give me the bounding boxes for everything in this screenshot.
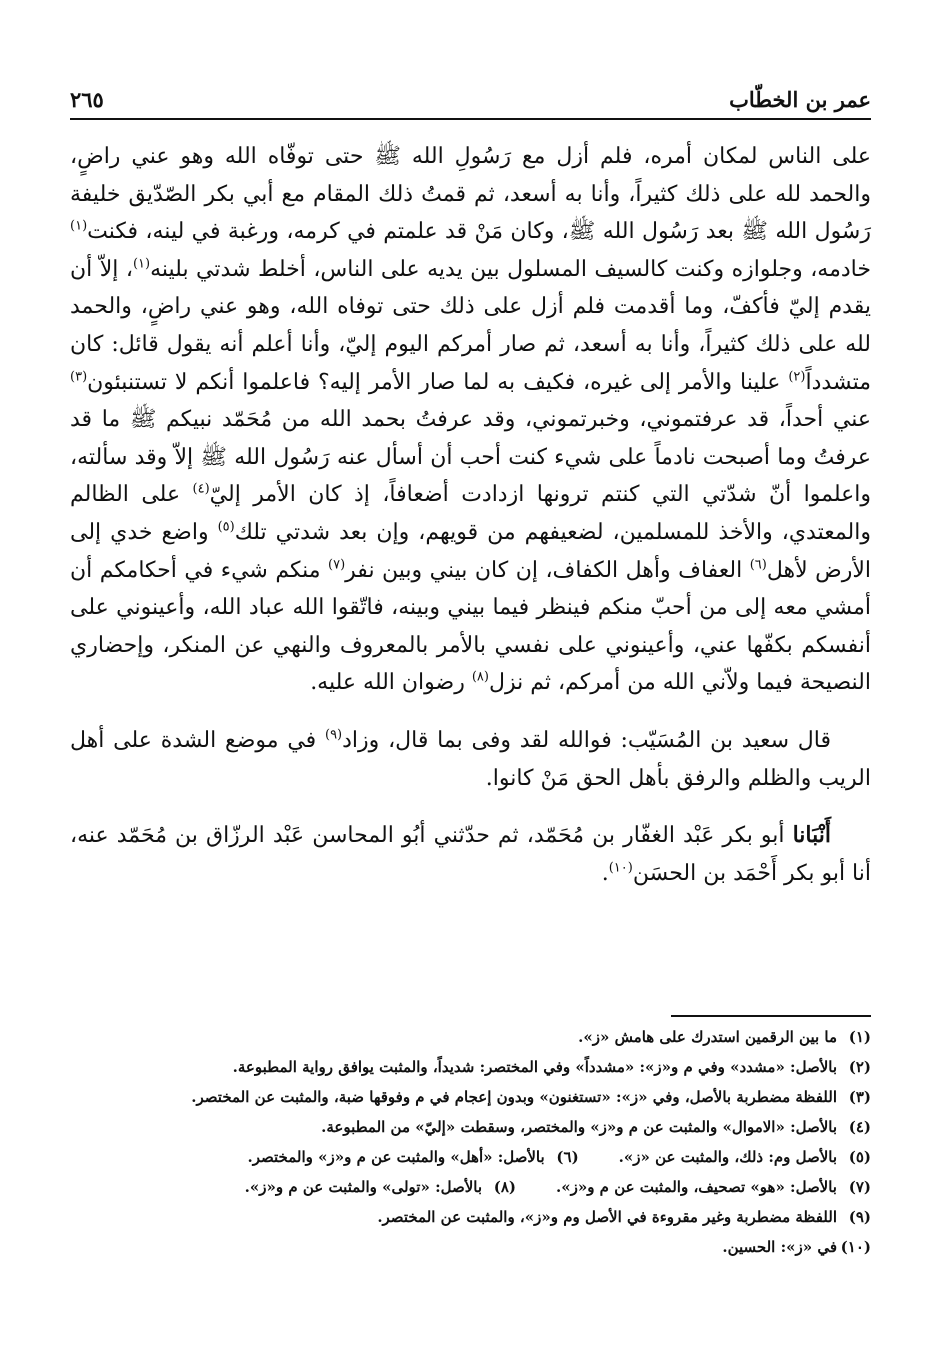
footnote-line (70, 1082, 871, 1112)
text-run: منكم شيء في أحكامكم أن أمشي معه إلى من أحبّ منكم فينظر فيما بيني وبينه، فاتّقوا الله عباد الله، وأعينوني على أنفسكم بكفّها عني، وأعينوني على نفسي بالأمر بالمعروف والنهي عن المنكر، وإحضاري النصيحة فيما ولاّني الله من أمركم، ثم نزل (70, 557, 871, 696)
footnote-ref: (٨) (471, 669, 489, 685)
spacer (516, 1172, 556, 1202)
footnote-text: بالأصل: «مشدد» وفي م و«ز»: «مشدداً» وفي المختصر: شديداً، والمثبت يوافق رواية المطبوعة. (232, 1058, 837, 1076)
footnote-line (70, 1172, 871, 1202)
lead-word: أَنْبَانا (792, 822, 831, 849)
footnote-text: اللفظة مضطربة وغير مقروءة في الأصل وم و«ز»، والمثبت عن المختصر. (377, 1208, 837, 1226)
text-run: خادمه، وجلوازه وكنت كالسيف المسلول بين يديه على الناس، أخلط شدتي بلينه (150, 256, 871, 282)
spacer (579, 1142, 619, 1172)
footnote-line (70, 1142, 871, 1172)
footnote-text: بالأصل: «الاموال» والمثبت عن م و«ز» والمختصر، وسقطت «إليّ» من المطبوعة. (321, 1118, 837, 1136)
main-text (70, 138, 871, 892)
footnote-number: (٣) (848, 1088, 871, 1106)
paragraph (70, 138, 871, 702)
footnote-line (70, 1022, 871, 1052)
footnote-line (70, 1112, 871, 1142)
text-run: علينا والأمر إلى غيره، فكيف به لما صار الأمر إليه؟ فاعلموا أنكم لا تستنبئون (87, 369, 789, 395)
footnote-ref: (٤) (192, 482, 210, 498)
footnote-ref: (١) (70, 218, 88, 234)
text-run: قال سعيد بن المُسَيّب: فوالله لقد وفى بما قال، وزاد (342, 727, 831, 753)
footnote-line (70, 1232, 871, 1262)
footnote-ref: (٩) (324, 727, 343, 743)
text-run: العفاف وأهل الكفاف، إن كان بيني وبين نفر (345, 557, 750, 583)
footnote-line (70, 1202, 871, 1232)
footnote-line (70, 1052, 871, 1082)
text-run: . (601, 860, 609, 886)
footnote-number: (٩) (848, 1208, 871, 1226)
footnote-ref: (٧) (328, 557, 346, 573)
footnote-number: (١٠) (840, 1238, 871, 1256)
text-run: على الناس لمكان أمره، فلم أزل مع رَسُولِ الله ﷺ حتى توفّاه الله وهو عني راضٍ، والحمد لله على ذلك كثيراً، وأنا به أسعد، ثم قمتُ ذلك المقام مع أبي بكر الصّدّيق خليفة رَسُول الله ﷺ بعد رَسُول الله ﷺ، وكان مَنْ قد علمتم في كرمه، ورغبة في لينه، فكنت (70, 144, 871, 245)
footnote-number: (٧) (848, 1178, 871, 1196)
footnote-text: بالأصل: «تولى» والمثبت عن م و«ز». (244, 1178, 482, 1196)
footnote-text: في «ز»: الحسين. (722, 1238, 837, 1256)
footnote-text: بالأصل: «أهل» والمثبت عن م و«ز» والمختصر. (247, 1148, 545, 1166)
text-run: أبو بكر عَبْد الغفّار بن مُحَمّد، ثم حدّثني أبُو المحاسن عَبْد الرزّاق بن مُحَمّد عنه، أنا أبو بكر أَحْمَد بن الحسَن (70, 823, 871, 886)
text-run: عني أحداً، قد عرفتموني، وخبرتموني، وقد عرفتُ بحمد الله من مُحَمّد نبيكم ﷺ ما قد عرفتُ وما أصبحت نادماً على شيء كنت أحب أن أسأل عنه رَسُول الله ﷺ إلاّ وقد سألته، واعلموا أنّ شدّتي التي كنتم ترونها ازدادت أضعافاً، إذ كان الأمر إليّ (70, 407, 871, 508)
text-run: رضوان الله عليه. (310, 670, 472, 696)
footnote-number: (٨) (493, 1178, 516, 1196)
text-run: ، إلاّ أن يقدم إليّ فأكفّ، وما أقدمت فلم أزل على ذلك حتى توفاه الله، وهو عني راضٍ، والحمد لله على ذلك كثيراً، وأنا به أسعد، ثم صار أمركم اليوم إليّ، وأنا أعلم أنه يقول قائل: كان متشدداً (70, 256, 871, 395)
footnote-number: (٢) (848, 1058, 871, 1076)
footnote-text: بالأصل: «هو» تصحيف، والمثبت عن م و«ز». (556, 1178, 837, 1196)
text-run: على الظالم والمعتدي، والأخذ للمسلمين، لضعيفهم من قويهم، وإن بعد شدتي تلك (70, 482, 872, 545)
running-title: عمر بن الخطّاب (729, 87, 871, 112)
footnote-text: اللفظة مضطربة بالأصل، وفي «ز»: «تستغنون» وبدون إعجام في م وفوقها ضبة، والمثبت عن المختصر. (191, 1088, 837, 1106)
text-run: في موضع الشدة على أهل الريب والظلم والرفق بأهل الحق مَنْ كانوا. (70, 727, 871, 791)
running-header (70, 72, 871, 120)
footnotes (70, 1022, 871, 1262)
page-number: ٢٦٥ (70, 87, 104, 112)
footnote-ref: (١٠) (608, 860, 633, 876)
footnote-separator (671, 1015, 871, 1017)
footnote-ref: (٣) (70, 369, 88, 385)
footnote-ref: (٥) (217, 519, 235, 535)
footnote-number: (٤) (848, 1118, 871, 1136)
footnote-ref: (١) (132, 256, 151, 272)
footnote-number: (١) (848, 1028, 871, 1046)
footnote-ref: (٢) (788, 369, 806, 385)
paragraph (70, 722, 871, 797)
footnote-text: بالأصل وم: ذلك، والمثبت عن «ز». (618, 1148, 837, 1166)
footnote-number: (٦) (556, 1148, 579, 1166)
text-run: واضع خدي إلى الأرض لأهل (70, 519, 872, 583)
paragraph (70, 817, 871, 892)
footnote-text: ما بين الرقمين استدرك على هامش «ز». (578, 1028, 837, 1046)
footnote-ref: (٦) (749, 557, 767, 573)
footnote-number: (٥) (848, 1148, 871, 1166)
